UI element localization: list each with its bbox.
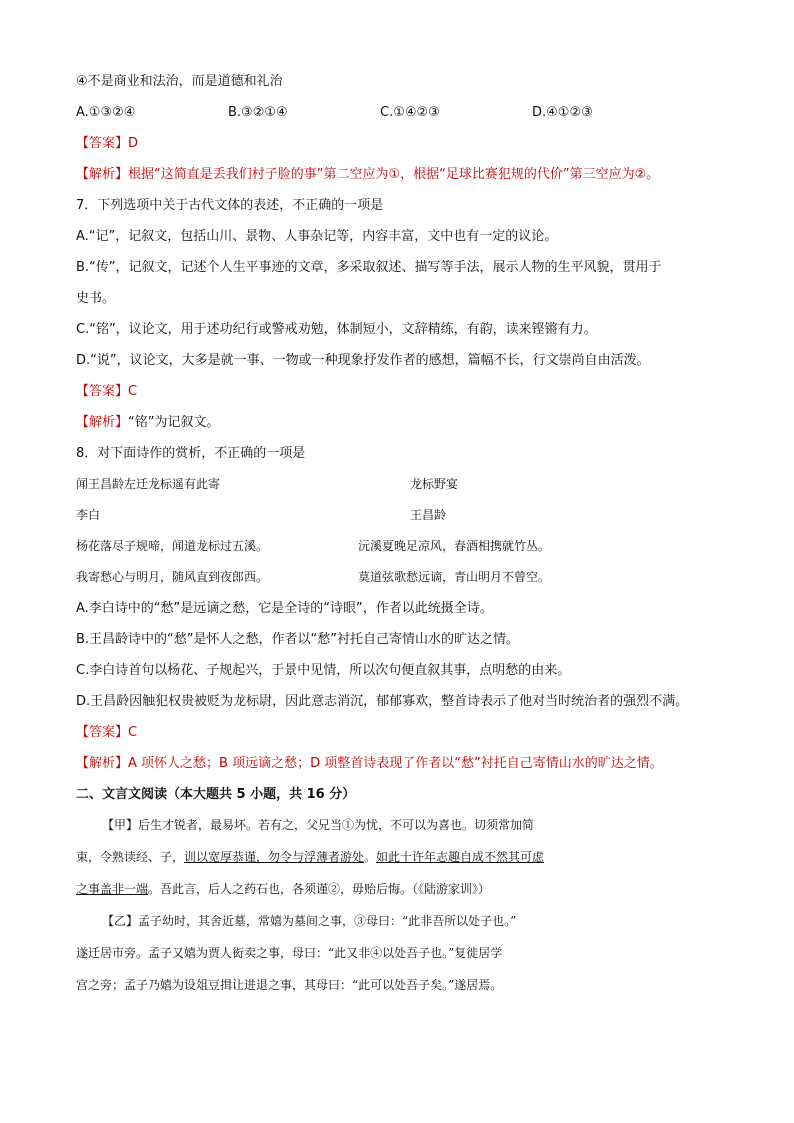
analysis-label: 【解析】 xyxy=(76,756,129,771)
answer-label: 【答案】 xyxy=(76,725,129,740)
q6-analysis xyxy=(76,165,736,196)
section-title: 二、文言文阅读（本大题共 5 小题，共 16 分） xyxy=(76,787,356,802)
q7-analysis xyxy=(76,413,736,444)
q8-stem: 8．对下面诗作的赏析，不正确的一项是 xyxy=(76,446,306,461)
poem2-line-2: 莫道弦歌愁远谪，青山明月不曾空。 xyxy=(358,570,551,584)
q8-option-c: C.李白诗首句以杨花、子规起兴，于景中见情，所以次句便直叙其事，点明愁的由来。 xyxy=(76,663,571,678)
jia-period: 。 xyxy=(364,850,377,864)
analysis-label: 【解析】 xyxy=(76,415,129,430)
poem2-author: 王昌龄 xyxy=(410,508,447,522)
q7-option-b-line1: B.“传”，记叙文，记述个人生平事迹的文章，多采取叙述、描写等手法，展示人物的生平风貌，贯用于 xyxy=(76,260,662,275)
q8-option-b: B.王昌龄诗中的“愁”是怀人之愁，作者以“愁”衬托自己寄情山水的旷达之情。 xyxy=(76,632,519,647)
jia-line-3 xyxy=(76,880,736,912)
jia-line-2-start: 束，令熟读经、子， xyxy=(76,850,185,864)
q8-option-a: A.李白诗中的“愁”是远谪之愁，它是全诗的“诗眼”，作者以此统摄全诗。 xyxy=(76,601,493,616)
yi-line-1: 【乙】孟子幼时，其舍近墓，常嬉为墓间之事，③母曰：“此非吾所以处子也。” xyxy=(102,914,517,928)
jia-underlined-sentence-2-end: 之事盖非一端 xyxy=(76,882,149,896)
q6-item-4: ④不是商业和法治，而是道德和礼治 xyxy=(76,74,283,89)
answer-label: 【答案】 xyxy=(76,384,129,399)
answer-value: C xyxy=(128,725,138,740)
yi-line-2: 遂迁居市旁。孟子又嬉为贾人衒卖之事，母曰：“此又非④以处吾子也。”复徙居学 xyxy=(76,946,503,960)
analysis-text: 根据“这简直是丢我们村子脸的事”第二空应为①，根据“足球比赛犯规的代价”第三空应为②。 xyxy=(128,167,660,182)
yi-line-3: 宫之旁；孟子乃嬉为设俎豆揖让进退之事，其母曰：“此可以处吾子矣。”遂居焉。 xyxy=(76,978,503,992)
analysis-text: “铭”为记叙文。 xyxy=(128,415,220,430)
poem2-title: 龙标野宴 xyxy=(410,477,459,491)
analysis-label: 【解析】 xyxy=(76,167,129,182)
q7-option-a: A.“记”，记叙文，包括山川、景物、人事杂记等，内容丰富，文中也有一定的议论。 xyxy=(76,229,558,244)
q7-option-b-line2: 史书。 xyxy=(76,291,116,306)
jia-line-3-rest: 。吾此言，后人之药石也，各须谨②，毋贻后悔。（《陆游家训》） xyxy=(148,882,491,896)
analysis-text: A 项怀人之愁；B 项远谪之愁；D 项整首诗表现了作者以“愁”衬托自己寄情山水的旷达之情。 xyxy=(128,756,663,771)
jia-underlined-sentence-2: 如此十许年志趣自成不然其可虑 xyxy=(376,850,545,864)
poem1-line-2: 我寄愁心与明月，随风直到夜郎西。 xyxy=(76,570,269,584)
q6-options xyxy=(76,103,736,134)
q6-option-b: B.③②①④ xyxy=(228,105,288,120)
document-page xyxy=(76,72,736,1008)
q8-option-d: D.王昌龄因触犯权贵被贬为龙标尉，因此意志消沉，郁郁寡欢，整首诗表示了他对当时统治者的强烈不满。 xyxy=(76,694,689,709)
q6-option-a: A.①③②④ xyxy=(76,105,136,120)
answer-value: C xyxy=(128,384,138,399)
q7-option-c: C.“铭”，议论文，用于述功纪行或警戒劝勉，体制短小，文辞精练，有韵，读来铿锵有力。 xyxy=(76,322,597,337)
q7-stem: 7．下列选项中关于古代文体的表述，不正确的一项是 xyxy=(76,198,384,213)
poem-authors-row xyxy=(76,506,736,537)
jia-line-2 xyxy=(76,848,736,880)
q7-answer xyxy=(76,382,736,413)
poem1-title: 闻王昌龄左迁龙标遥有此寄 xyxy=(76,477,221,491)
q8-analysis xyxy=(76,754,736,785)
poem-lines-row-2 xyxy=(76,568,736,599)
poem1-author: 李白 xyxy=(76,508,101,522)
q6-option-c: C.①④②③ xyxy=(380,105,440,120)
jia-line-1: 【甲】后生才锐者，最易坏。若有之，父兄当①为忧，不可以为喜也。切须常加简 xyxy=(102,818,535,832)
poem1-line-1: 杨花落尽子规啼，闻道龙标过五溪。 xyxy=(76,539,269,553)
jia-underlined-sentence-1: 训以宽厚恭谨，勿令与浮薄者游处 xyxy=(184,850,365,864)
q8-answer xyxy=(76,723,736,754)
poem-lines-row-1 xyxy=(76,537,736,568)
poem2-line-1: 沅溪夏晚足凉风，春酒相携就竹丛。 xyxy=(358,539,551,553)
answer-label: 【答案】 xyxy=(76,136,129,151)
q6-answer xyxy=(76,134,736,165)
answer-value: D xyxy=(128,136,139,151)
poem-titles-row xyxy=(76,475,736,506)
q6-option-d: D.④①②③ xyxy=(532,105,593,120)
q7-option-d: D.“说”，议论文，大多是就一事、一物或一种现象抒发作者的感想，篇幅不长，行文崇尚自由活泼。 xyxy=(76,353,650,368)
